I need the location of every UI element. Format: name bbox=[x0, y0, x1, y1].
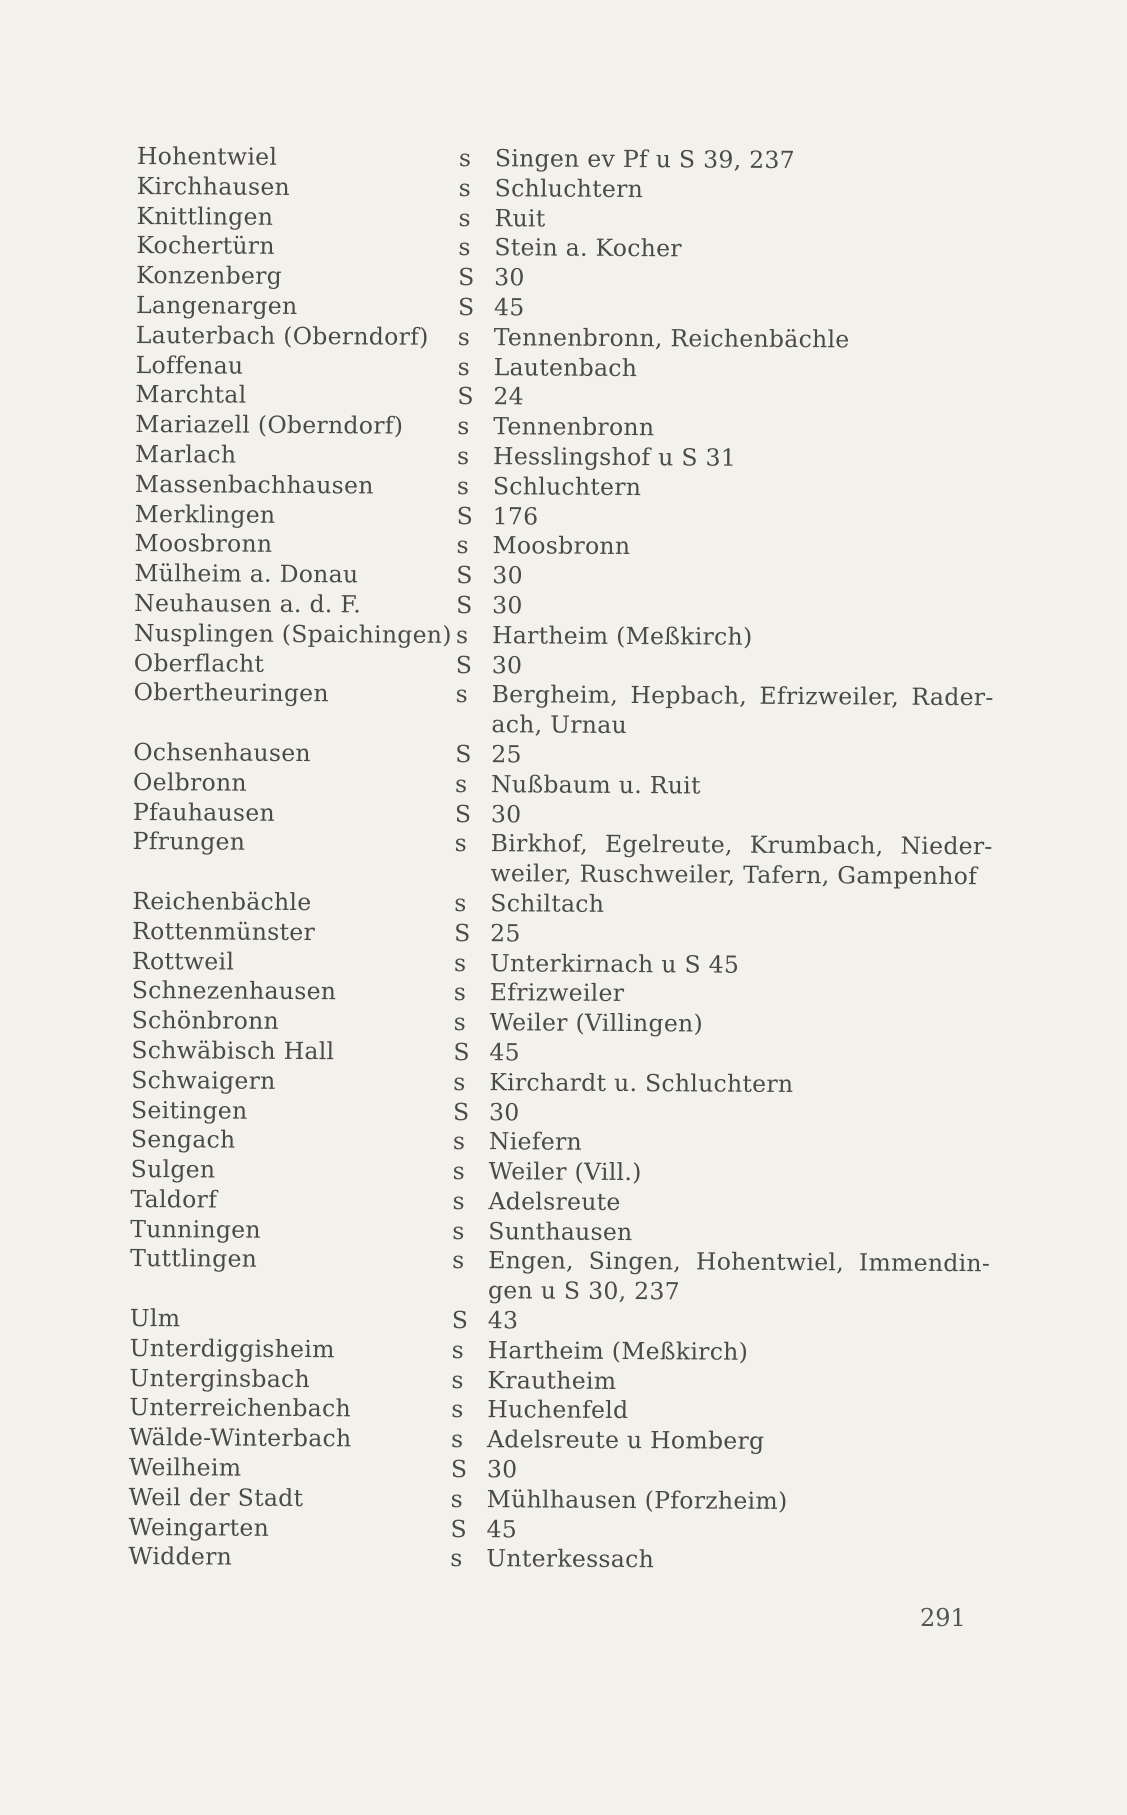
entry-detail: Efrizweiler bbox=[489, 978, 625, 1008]
entry-detail: Hartheim (Meßkirch) bbox=[491, 620, 753, 651]
entry-detail: 30 bbox=[492, 561, 523, 590]
place-name: Wälde-Winterbach bbox=[129, 1423, 352, 1453]
entry-detail: Hartheim (Meßkirch) bbox=[487, 1336, 749, 1366]
entry-marker: s bbox=[452, 1246, 465, 1275]
place-name: Lauterbach (Oberndorf) bbox=[135, 320, 429, 351]
entry-marker: s bbox=[453, 948, 467, 977]
entry-detail: Schiltach bbox=[490, 889, 605, 918]
entry-detail: 30 bbox=[492, 591, 523, 620]
page-number: 291 bbox=[920, 1604, 966, 1632]
entry-detail: Singen ev Pf u S 39, 237 bbox=[494, 144, 796, 175]
entry-detail: Moosbronn bbox=[492, 531, 631, 561]
entry-marker: s bbox=[451, 1365, 464, 1394]
entry-detail: Sunthausen bbox=[488, 1216, 633, 1246]
place-name: Ochsenhausen bbox=[133, 737, 312, 768]
entry-marker: S bbox=[455, 650, 473, 679]
place-name: Schnezenhausen bbox=[131, 976, 337, 1006]
entry-marker: s bbox=[453, 1067, 466, 1096]
place-name: Tuttlingen bbox=[130, 1244, 258, 1274]
entry-marker: s bbox=[452, 1157, 465, 1186]
entry-detail: 176 bbox=[492, 501, 539, 531]
entry-marker: S bbox=[450, 1455, 468, 1484]
entry-marker: s bbox=[451, 1335, 464, 1364]
place-name: Moosbronn bbox=[134, 529, 273, 559]
place-name: Weil der Stadt bbox=[128, 1482, 304, 1512]
place-name: Oberflacht bbox=[133, 648, 265, 678]
place-name: Marlach bbox=[135, 439, 237, 469]
entry-detail: Bergheim, Hepbach, Efrizweiler, Rader-ach, Urnau bbox=[491, 680, 994, 740]
entry-marker: S bbox=[455, 739, 472, 768]
entry-marker: s bbox=[457, 441, 470, 471]
entry-detail: Krautheim bbox=[487, 1365, 617, 1395]
entry-detail: Kirchardt u. Schluchtern bbox=[489, 1067, 794, 1098]
entry-marker: s bbox=[457, 352, 470, 381]
entry-detail: 30 bbox=[486, 1455, 518, 1484]
entry-detail: Nußbaum u. Ruit bbox=[490, 769, 701, 800]
place-name: Widdern bbox=[128, 1542, 233, 1572]
place-name: Schönbronn bbox=[131, 1006, 280, 1035]
entry-marker: s bbox=[450, 1484, 463, 1513]
entry-marker: s bbox=[455, 680, 468, 709]
place-name: Kirchhausen bbox=[136, 171, 291, 201]
place-name: Schwäbisch Hall bbox=[131, 1035, 335, 1066]
entry-detail: 45 bbox=[486, 1514, 518, 1544]
entry-marker: S bbox=[454, 918, 471, 947]
entry-detail: 24 bbox=[493, 382, 525, 411]
place-name: Marchtal bbox=[135, 380, 247, 410]
entry-detail: Adelsreute u Homberg bbox=[486, 1425, 765, 1456]
index-entry bbox=[133, 678, 993, 743]
entry-detail: 30 bbox=[488, 1097, 520, 1126]
entry-detail: 25 bbox=[491, 740, 522, 769]
place-name: Langenargen bbox=[135, 290, 298, 320]
entry-detail: 45 bbox=[489, 1038, 521, 1067]
place-name: Taldorf bbox=[130, 1184, 218, 1214]
entry-marker: s bbox=[458, 143, 472, 173]
place-name: Sengach bbox=[130, 1125, 236, 1154]
place-name: Ulm bbox=[129, 1304, 181, 1333]
entry-detail: 45 bbox=[493, 293, 525, 322]
place-name: Neuhausen a. d. F. bbox=[134, 588, 362, 619]
entry-marker: s bbox=[458, 173, 471, 202]
place-name: Mariazell (Oberndorf) bbox=[135, 410, 404, 440]
entry-detail: 30 bbox=[490, 799, 522, 828]
entry-marker: s bbox=[453, 1008, 466, 1037]
entry-marker: S bbox=[454, 799, 472, 828]
place-name: Weingarten bbox=[128, 1512, 270, 1542]
place-name: Konzenberg bbox=[136, 261, 283, 291]
place-name: Unterreichenbach bbox=[129, 1393, 352, 1423]
place-name: Seitingen bbox=[131, 1095, 248, 1125]
index-entry bbox=[130, 1244, 990, 1309]
entry-marker: s bbox=[454, 888, 467, 917]
place-name: Merklingen bbox=[134, 499, 276, 529]
place-name: Mülheim a. Donau bbox=[134, 559, 359, 589]
entry-detail: Hesslingshof u S 31 bbox=[493, 442, 737, 472]
place-name: Tunningen bbox=[130, 1214, 261, 1244]
entry-marker: S bbox=[456, 561, 473, 590]
entry-marker: s bbox=[453, 978, 466, 1007]
entry-detail: 30 bbox=[494, 263, 525, 292]
place-name: Pfrungen bbox=[132, 827, 246, 857]
place-name: Knittlingen bbox=[136, 201, 274, 231]
entry-marker: s bbox=[455, 769, 468, 798]
index-entry bbox=[128, 1542, 988, 1577]
entry-detail: 43 bbox=[487, 1306, 519, 1335]
place-name: Pfauhausen bbox=[132, 797, 276, 827]
entry-detail: Huchenfeld bbox=[487, 1395, 629, 1425]
place-name: Obertheuringen bbox=[133, 678, 329, 708]
entry-marker: S bbox=[457, 382, 474, 411]
entry-marker: S bbox=[457, 292, 475, 322]
entry-marker: s bbox=[450, 1544, 463, 1573]
place-name: Unterdiggisheim bbox=[129, 1333, 335, 1364]
entry-detail: Weiler (Vill.) bbox=[488, 1157, 642, 1187]
place-index-list bbox=[128, 142, 997, 1577]
entry-detail: Lautenbach bbox=[493, 352, 638, 382]
entry-marker: s bbox=[456, 531, 469, 560]
entry-detail: 30 bbox=[491, 650, 523, 679]
entry-detail: Ruit bbox=[494, 203, 546, 233]
place-name: Sulgen bbox=[130, 1155, 216, 1184]
entry-marker: s bbox=[458, 203, 471, 232]
entry-marker: S bbox=[451, 1306, 469, 1335]
place-name: Schwaigern bbox=[131, 1065, 276, 1095]
entry-marker: s bbox=[457, 412, 470, 441]
entry-marker: s bbox=[458, 233, 471, 262]
entry-marker: S bbox=[456, 501, 473, 530]
entry-detail: Adelsreute bbox=[488, 1187, 621, 1216]
entry-marker: s bbox=[450, 1425, 464, 1454]
place-name: Nusplingen (Spaichingen) bbox=[133, 618, 452, 649]
entry-marker: s bbox=[455, 620, 469, 649]
entry-marker: S bbox=[458, 263, 475, 292]
entry-marker: S bbox=[453, 1037, 470, 1066]
place-name: Unterginsbach bbox=[129, 1363, 311, 1393]
place-name: Massenbachhausen bbox=[134, 469, 374, 500]
place-name: Rottenmünster bbox=[132, 916, 316, 946]
entry-detail: Tennenbronn, Reichenbächle bbox=[493, 322, 850, 354]
entry-detail: Unterkirnach u S 45 bbox=[489, 948, 740, 979]
entry-detail: Engen, Singen, Hohentwiel, Immendin-gen u S 30, 237 bbox=[487, 1246, 991, 1306]
entry-marker: s bbox=[452, 1216, 465, 1245]
place-name: Kochertürn bbox=[136, 231, 275, 261]
entry-marker: s bbox=[457, 322, 470, 351]
entry-marker: s bbox=[452, 1127, 466, 1156]
entry-marker: s bbox=[451, 1395, 464, 1424]
entry-detail: Unterkessach bbox=[486, 1544, 655, 1574]
entry-detail: Birkhof, Egelreute, Krumbach, Nieder-weiler, Ruschweiler, Tafern, Gampenhof bbox=[490, 829, 993, 891]
entry-detail: Stein a. Kocher bbox=[494, 233, 682, 263]
entry-detail: Niefern bbox=[488, 1127, 583, 1157]
entry-detail: Weiler (Villingen) bbox=[489, 1008, 704, 1038]
place-name: Weilheim bbox=[128, 1453, 242, 1482]
entry-detail: Schluchtern bbox=[494, 173, 644, 203]
place-name: Oelbronn bbox=[133, 767, 247, 797]
entry-marker: S bbox=[456, 590, 473, 620]
place-name: Reichenbächle bbox=[132, 886, 312, 917]
entry-detail: Tennenbronn bbox=[493, 412, 655, 442]
place-name: Loffenau bbox=[135, 350, 244, 380]
entry-marker: s bbox=[456, 471, 470, 500]
place-name: Hohentwiel bbox=[136, 142, 278, 171]
entry-detail: Mühlhausen (Pforzheim) bbox=[486, 1485, 788, 1515]
entry-marker: S bbox=[450, 1514, 467, 1543]
entry-marker: S bbox=[452, 1097, 470, 1126]
entry-detail: 25 bbox=[490, 918, 521, 948]
place-name: Rottweil bbox=[131, 946, 235, 976]
entry-detail: Schluchtern bbox=[492, 471, 642, 501]
entry-marker: s bbox=[452, 1186, 465, 1215]
entry-marker: s bbox=[454, 829, 467, 858]
index-entry bbox=[132, 827, 992, 892]
